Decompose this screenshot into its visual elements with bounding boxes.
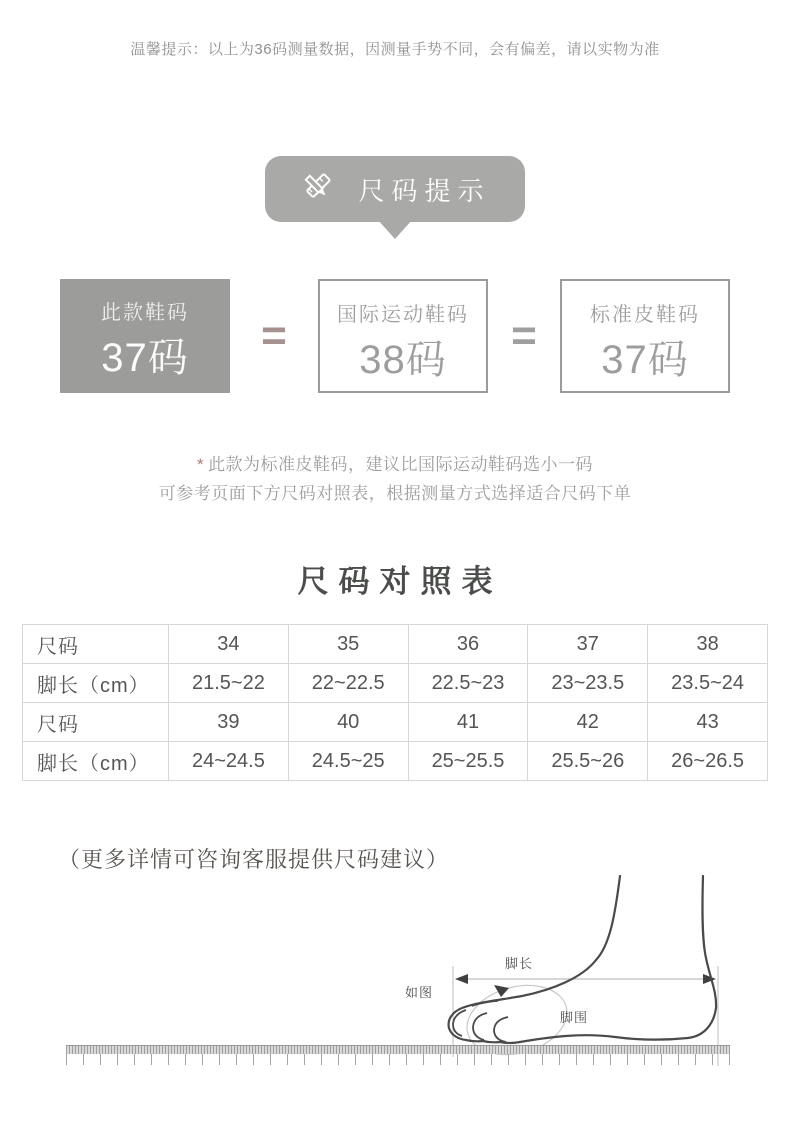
size-advice-footnote	[0, 450, 790, 508]
this-shoe-size-box	[60, 279, 230, 393]
table-cell: 38	[648, 625, 768, 664]
intl-sport-size-label: 国际运动鞋码	[337, 304, 469, 326]
standard-leather-size-label: 标准皮鞋码	[590, 304, 700, 326]
ruler-major-ticks	[66, 1054, 730, 1065]
this-shoe-size-value: 37码	[101, 336, 189, 380]
table-cell: 35	[288, 625, 408, 664]
equals-sign: =	[511, 311, 537, 360]
table-cell: 24.5~25	[288, 742, 408, 781]
table-cell: 尺码	[23, 703, 169, 742]
table-cell: 36	[408, 625, 528, 664]
table-cell: 25~25.5	[408, 742, 528, 781]
table-row	[23, 664, 768, 703]
table-cell: 22.5~23	[408, 664, 528, 703]
foot-measurement-diagram	[0, 860, 790, 1095]
measurement-disclaimer: 温馨提示：以上为36码测量数据，因测量手势不同，会有偏差，请以实物为准	[130, 41, 660, 58]
table-cell: 26~26.5	[648, 742, 768, 781]
footnote-line-2: 可参考页面下方尺码对照表，根据测量方式选择适合尺码下单	[158, 484, 632, 503]
table-cell: 脚长（cm）	[23, 664, 169, 703]
table-cell: 脚长（cm）	[23, 742, 169, 781]
table-cell: 24~24.5	[169, 742, 289, 781]
footnote-line-1-text: 此款为标准皮鞋码，建议比国际运动鞋码选小一码	[208, 455, 594, 474]
table-cell: 25.5~26	[528, 742, 648, 781]
table-cell: 42	[528, 703, 648, 742]
badge-tail-pointer	[378, 220, 412, 239]
this-shoe-size-label: 此款鞋码	[101, 302, 189, 324]
pencil-ruler-icon	[299, 169, 335, 210]
table-cell: 37	[528, 625, 648, 664]
table-cell: 21.5~22	[169, 664, 289, 703]
standard-leather-size-box	[560, 279, 730, 393]
table-cell: 43	[648, 703, 768, 742]
size-tip-badge-wrap	[0, 156, 790, 239]
standard-leather-size-value: 37码	[601, 338, 689, 382]
footnote-line-1	[0, 450, 790, 479]
size-chart-title: 尺码对照表	[297, 564, 503, 599]
size-chart-table	[22, 624, 768, 781]
table-cell: 34	[169, 625, 289, 664]
table-row	[23, 703, 768, 742]
asterisk-mark: *	[196, 455, 205, 474]
size-equivalence-row	[0, 279, 790, 393]
ruler-scale	[66, 1045, 730, 1054]
intl-sport-size-box	[318, 279, 488, 393]
table-cell: 23~23.5	[528, 664, 648, 703]
equals-sign: =	[261, 311, 287, 360]
table-row	[23, 742, 768, 781]
table-cell: 39	[169, 703, 289, 742]
table-row	[23, 625, 768, 664]
intl-sport-size-value: 38码	[359, 338, 447, 382]
as-shown-label: 如图	[405, 985, 434, 1000]
table-cell: 22~22.5	[288, 664, 408, 703]
customer-service-note: （更多详情可咨询客服提供尺码建议）	[58, 847, 450, 872]
foot-girth-label: 脚围	[560, 1010, 589, 1025]
table-cell: 23.5~24	[648, 664, 768, 703]
table-cell: 40	[288, 703, 408, 742]
foot-length-label: 脚长	[505, 956, 534, 971]
table-cell: 41	[408, 703, 528, 742]
size-tip-badge-label: 尺码提示	[358, 175, 491, 206]
size-tip-badge	[265, 156, 525, 222]
table-cell: 尺码	[23, 625, 169, 664]
